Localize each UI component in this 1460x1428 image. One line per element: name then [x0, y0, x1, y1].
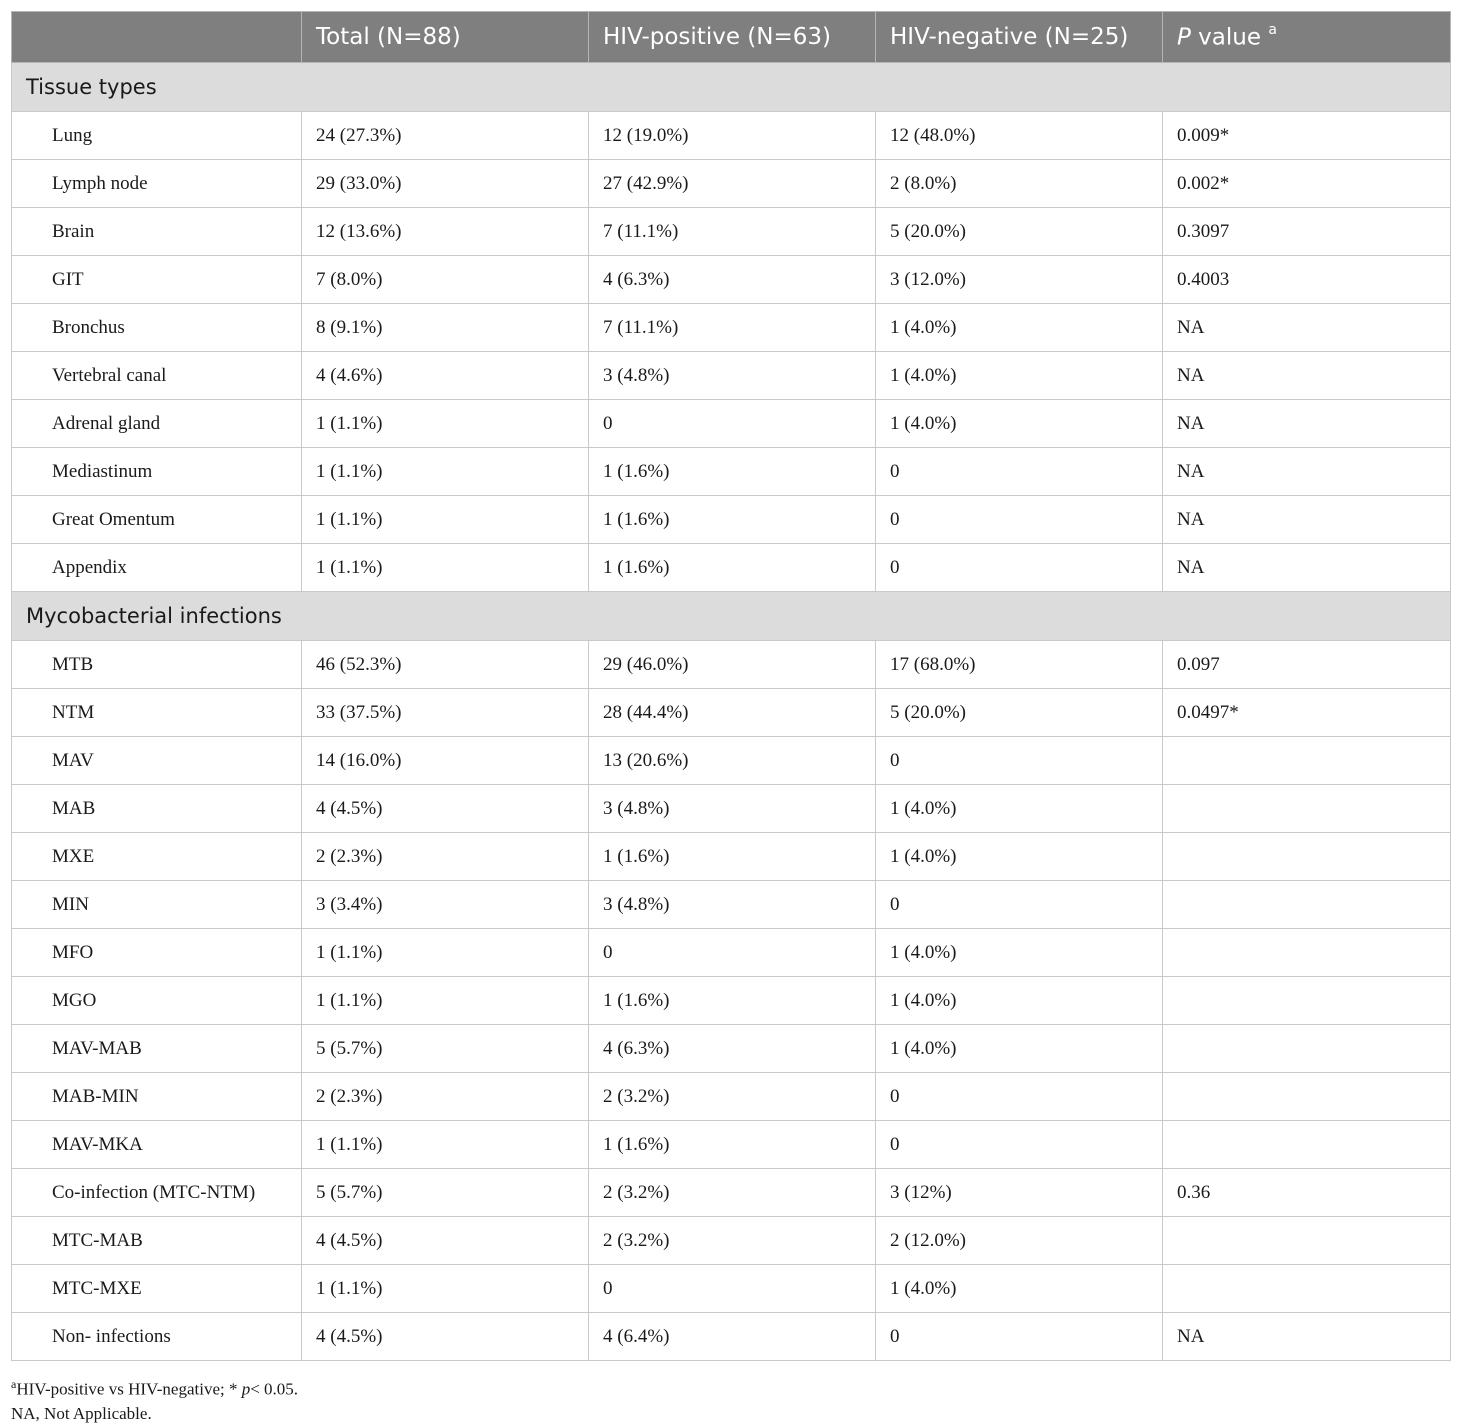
row-label: Non- infections	[12, 1313, 302, 1361]
cell-hiv-negative: 0	[876, 1121, 1163, 1169]
table-row	[12, 496, 1451, 544]
cell-p-value	[1163, 1217, 1451, 1265]
header-label-cell	[12, 12, 302, 63]
row-label: Vertebral canal	[12, 352, 302, 400]
footnote-na: NA, Not Applicable.	[11, 1403, 152, 1423]
table-row	[12, 208, 1451, 256]
row-label: Adrenal gland	[12, 400, 302, 448]
table-row	[12, 400, 1451, 448]
cell-total: 46 (52.3%)	[302, 641, 589, 689]
section-title: Mycobacterial infections	[12, 592, 1451, 641]
row-label: GIT	[12, 256, 302, 304]
cell-p-value: NA	[1163, 448, 1451, 496]
footnotes	[11, 1372, 298, 1426]
cell-p-value: 0.3097	[1163, 208, 1451, 256]
cell-p-value: 0.009*	[1163, 112, 1451, 160]
cell-hiv-positive: 4 (6.4%)	[589, 1313, 876, 1361]
table-row	[12, 1025, 1451, 1073]
cell-hiv-negative: 5 (20.0%)	[876, 208, 1163, 256]
cell-total: 24 (27.3%)	[302, 112, 589, 160]
cell-hiv-negative: 1 (4.0%)	[876, 400, 1163, 448]
cell-total: 1 (1.1%)	[302, 448, 589, 496]
cell-p-value: NA	[1163, 352, 1451, 400]
table-row	[12, 833, 1451, 881]
cell-total: 8 (9.1%)	[302, 304, 589, 352]
cell-hiv-negative: 0	[876, 737, 1163, 785]
cell-hiv-negative: 1 (4.0%)	[876, 304, 1163, 352]
cell-total: 2 (2.3%)	[302, 833, 589, 881]
cell-p-value: NA	[1163, 304, 1451, 352]
cell-p-value	[1163, 1121, 1451, 1169]
cell-hiv-negative: 2 (8.0%)	[876, 160, 1163, 208]
cell-hiv-negative: 2 (12.0%)	[876, 1217, 1163, 1265]
cell-hiv-positive: 1 (1.6%)	[589, 1121, 876, 1169]
cell-p-value	[1163, 1073, 1451, 1121]
row-label: MAV	[12, 737, 302, 785]
cell-total: 1 (1.1%)	[302, 929, 589, 977]
row-label: Co-infection (MTC-NTM)	[12, 1169, 302, 1217]
cell-hiv-positive: 29 (46.0%)	[589, 641, 876, 689]
cell-hiv-negative: 0	[876, 496, 1163, 544]
cell-hiv-negative: 1 (4.0%)	[876, 1025, 1163, 1073]
row-label: MAB	[12, 785, 302, 833]
cell-p-value	[1163, 833, 1451, 881]
cell-p-value: 0.002*	[1163, 160, 1451, 208]
cell-hiv-positive: 27 (42.9%)	[589, 160, 876, 208]
header-hiv-positive: HIV-positive (N=63)	[589, 12, 876, 63]
cell-p-value: NA	[1163, 496, 1451, 544]
cell-p-value: NA	[1163, 400, 1451, 448]
cell-hiv-positive: 0	[589, 1265, 876, 1313]
cell-hiv-negative: 0	[876, 544, 1163, 592]
cell-hiv-negative: 0	[876, 1313, 1163, 1361]
table-row	[12, 689, 1451, 737]
table-row	[12, 785, 1451, 833]
cell-total: 3 (3.4%)	[302, 881, 589, 929]
cell-hiv-negative: 0	[876, 448, 1163, 496]
cell-hiv-positive: 3 (4.8%)	[589, 881, 876, 929]
cell-total: 1 (1.1%)	[302, 1265, 589, 1313]
table-row	[12, 737, 1451, 785]
table-row	[12, 256, 1451, 304]
table-row	[12, 352, 1451, 400]
row-label: MAV-MKA	[12, 1121, 302, 1169]
section-row	[12, 592, 1451, 641]
cell-hiv-negative: 12 (48.0%)	[876, 112, 1163, 160]
cell-hiv-positive: 1 (1.6%)	[589, 544, 876, 592]
cell-hiv-positive: 1 (1.6%)	[589, 448, 876, 496]
table-row	[12, 1121, 1451, 1169]
row-label: MAV-MAB	[12, 1025, 302, 1073]
footnote-a-text-2: < 0.05.	[250, 1379, 299, 1399]
cell-hiv-negative: 1 (4.0%)	[876, 929, 1163, 977]
table-body	[12, 63, 1451, 1361]
cell-hiv-negative: 0	[876, 881, 1163, 929]
cell-total: 7 (8.0%)	[302, 256, 589, 304]
table-row	[12, 448, 1451, 496]
header-p-italic: P	[1177, 24, 1191, 51]
cell-p-value: 0.36	[1163, 1169, 1451, 1217]
cell-p-value	[1163, 785, 1451, 833]
cell-total: 33 (37.5%)	[302, 689, 589, 737]
header-hiv-negative: HIV-negative (N=25)	[876, 12, 1163, 63]
cell-hiv-negative: 5 (20.0%)	[876, 689, 1163, 737]
row-label: Lung	[12, 112, 302, 160]
cell-hiv-positive: 1 (1.6%)	[589, 977, 876, 1025]
table-row	[12, 929, 1451, 977]
cell-p-value	[1163, 737, 1451, 785]
cell-p-value	[1163, 1265, 1451, 1313]
results-table	[11, 11, 1451, 1361]
cell-total: 4 (4.6%)	[302, 352, 589, 400]
footnote-a	[11, 1372, 298, 1402]
cell-p-value: 0.4003	[1163, 256, 1451, 304]
section-row	[12, 63, 1451, 112]
cell-total: 4 (4.5%)	[302, 785, 589, 833]
row-label: MTC-MAB	[12, 1217, 302, 1265]
cell-hiv-negative: 1 (4.0%)	[876, 977, 1163, 1025]
cell-hiv-positive: 4 (6.3%)	[589, 1025, 876, 1073]
cell-p-value	[1163, 977, 1451, 1025]
cell-hiv-positive: 1 (1.6%)	[589, 833, 876, 881]
cell-p-value: 0.097	[1163, 641, 1451, 689]
table-row	[12, 112, 1451, 160]
cell-hiv-positive: 2 (3.2%)	[589, 1169, 876, 1217]
row-label: MAB-MIN	[12, 1073, 302, 1121]
cell-hiv-positive: 1 (1.6%)	[589, 496, 876, 544]
cell-total: 1 (1.1%)	[302, 400, 589, 448]
cell-hiv-negative: 1 (4.0%)	[876, 833, 1163, 881]
table-row	[12, 1169, 1451, 1217]
cell-hiv-positive: 7 (11.1%)	[589, 208, 876, 256]
row-label: Appendix	[12, 544, 302, 592]
cell-hiv-negative: 1 (4.0%)	[876, 785, 1163, 833]
footnote-a-text-1: HIV-positive vs HIV-negative; *	[16, 1379, 242, 1399]
cell-total: 1 (1.1%)	[302, 1121, 589, 1169]
table-row	[12, 1073, 1451, 1121]
cell-p-value: NA	[1163, 1313, 1451, 1361]
cell-hiv-positive: 12 (19.0%)	[589, 112, 876, 160]
cell-hiv-positive: 7 (11.1%)	[589, 304, 876, 352]
row-label: Mediastinum	[12, 448, 302, 496]
footnote-a-italic: p	[241, 1379, 251, 1399]
table-row	[12, 304, 1451, 352]
table-row	[12, 160, 1451, 208]
section-title: Tissue types	[12, 63, 1451, 112]
table-row	[12, 881, 1451, 929]
cell-total: 4 (4.5%)	[302, 1313, 589, 1361]
cell-hiv-positive: 2 (3.2%)	[589, 1217, 876, 1265]
table-row	[12, 1217, 1451, 1265]
row-label: MGO	[12, 977, 302, 1025]
cell-total: 2 (2.3%)	[302, 1073, 589, 1121]
cell-total: 1 (1.1%)	[302, 977, 589, 1025]
row-label: MTB	[12, 641, 302, 689]
row-label: NTM	[12, 689, 302, 737]
header-p-rest: value	[1190, 24, 1269, 51]
cell-hiv-negative: 0	[876, 1073, 1163, 1121]
table-row	[12, 977, 1451, 1025]
row-label: MFO	[12, 929, 302, 977]
cell-hiv-negative: 3 (12.0%)	[876, 256, 1163, 304]
cell-hiv-positive: 2 (3.2%)	[589, 1073, 876, 1121]
cell-total: 1 (1.1%)	[302, 544, 589, 592]
row-label: Great Omentum	[12, 496, 302, 544]
cell-total: 1 (1.1%)	[302, 496, 589, 544]
cell-hiv-positive: 28 (44.4%)	[589, 689, 876, 737]
row-label: Lymph node	[12, 160, 302, 208]
cell-hiv-negative: 3 (12%)	[876, 1169, 1163, 1217]
cell-p-value	[1163, 881, 1451, 929]
cell-total: 5 (5.7%)	[302, 1169, 589, 1217]
cell-total: 4 (4.5%)	[302, 1217, 589, 1265]
cell-p-value: 0.0497*	[1163, 689, 1451, 737]
row-label: MIN	[12, 881, 302, 929]
cell-total: 12 (13.6%)	[302, 208, 589, 256]
header-row	[12, 12, 1451, 63]
row-label: Bronchus	[12, 304, 302, 352]
cell-hiv-positive: 4 (6.3%)	[589, 256, 876, 304]
row-label: MXE	[12, 833, 302, 881]
table-row	[12, 544, 1451, 592]
cell-hiv-negative: 1 (4.0%)	[876, 1265, 1163, 1313]
table-row	[12, 641, 1451, 689]
header-p-value	[1163, 12, 1451, 63]
cell-p-value	[1163, 1025, 1451, 1073]
cell-total: 29 (33.0%)	[302, 160, 589, 208]
cell-hiv-negative: 17 (68.0%)	[876, 641, 1163, 689]
header-p-sup: a	[1268, 21, 1277, 38]
cell-hiv-positive: 0	[589, 400, 876, 448]
footnote-a-sup: a	[11, 1377, 17, 1391]
header-total: Total (N=88)	[302, 12, 589, 63]
cell-hiv-positive: 0	[589, 929, 876, 977]
table-row	[12, 1313, 1451, 1361]
cell-hiv-positive: 3 (4.8%)	[589, 352, 876, 400]
cell-total: 5 (5.7%)	[302, 1025, 589, 1073]
table-row	[12, 1265, 1451, 1313]
row-label: MTC-MXE	[12, 1265, 302, 1313]
cell-hiv-positive: 3 (4.8%)	[589, 785, 876, 833]
cell-p-value	[1163, 929, 1451, 977]
cell-total: 14 (16.0%)	[302, 737, 589, 785]
cell-p-value: NA	[1163, 544, 1451, 592]
cell-hiv-negative: 1 (4.0%)	[876, 352, 1163, 400]
cell-hiv-positive: 13 (20.6%)	[589, 737, 876, 785]
row-label: Brain	[12, 208, 302, 256]
